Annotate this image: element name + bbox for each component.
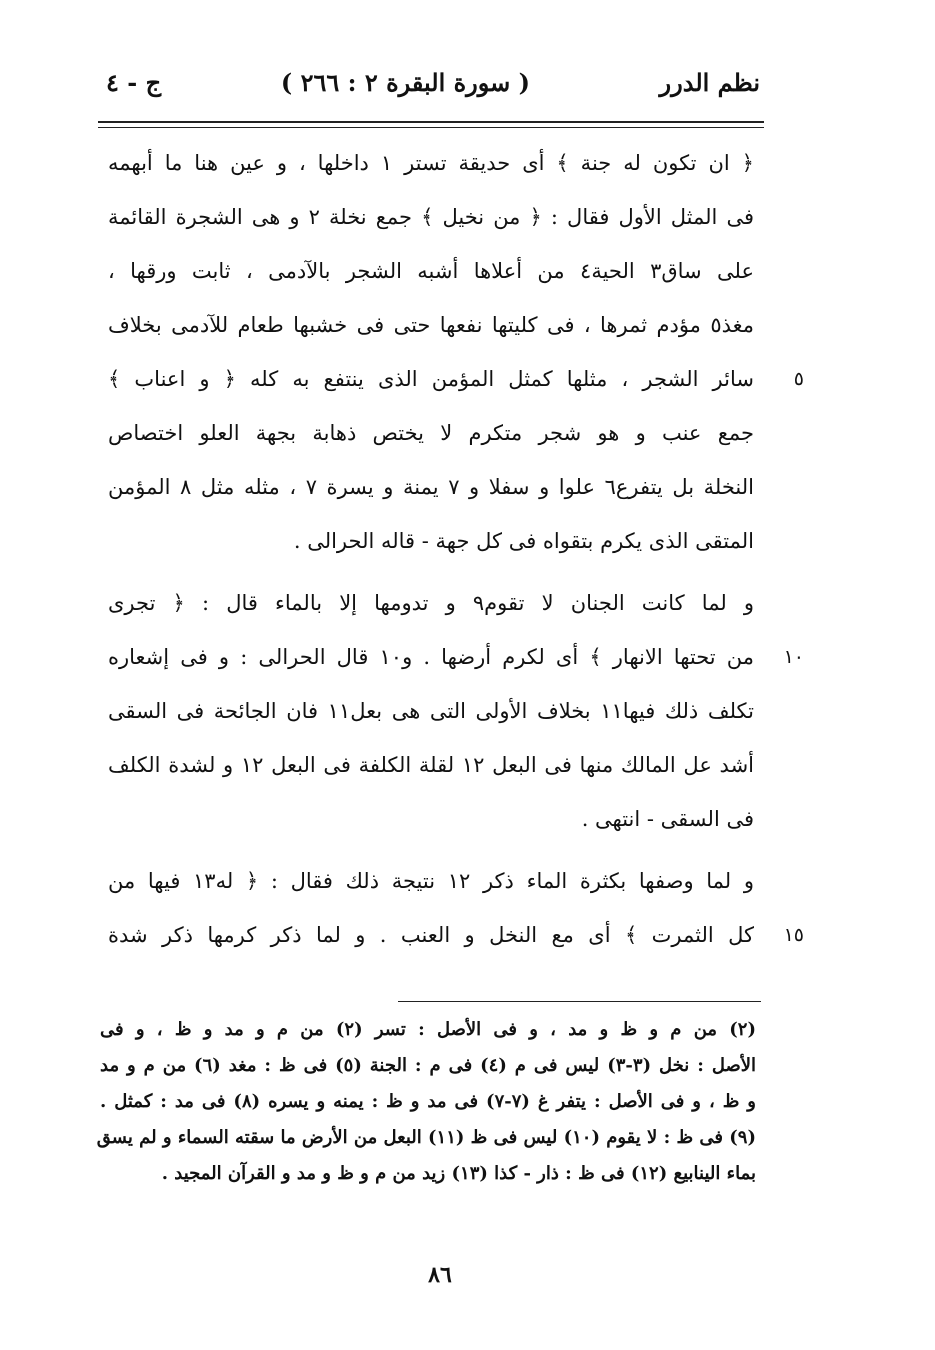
- text-line: [108, 136, 754, 190]
- text-line: [108, 630, 804, 684]
- line-number: ١٠: [783, 646, 804, 668]
- line-text: تكلف ذلك فيها١١ بخلاف الأولى التى هى بعل١١ فان الجائحة فى السقى: [108, 699, 754, 723]
- line-text: أشد عل المالك منها فى البعل ١٢ لقلة الكلفة فى البعل ١٢ و لشدة الكلف: [108, 753, 754, 777]
- text-line: [108, 406, 754, 460]
- text-line: [108, 190, 754, 244]
- line-text: و لما وصفها بكثرة الماء ذكر ١٢ نتيجة ذلك فقال : ﴿ له١٣ فيها من: [108, 869, 754, 893]
- footnote-line: (٩) فى ظ : لا يقوم (١٠) ليس فى ظ (١١) البعل من الأرض ما سقته السماء و لم يسق: [96, 1127, 756, 1148]
- text-line: [108, 792, 754, 846]
- book-title: نظم الدرر: [659, 68, 760, 97]
- line-text: من تحتها الانهار ﴾ أى لكرم أرضها . و١٠ قال الحرالى : و فى إشعاره: [108, 645, 754, 669]
- line-text: فى السقى - انتهى .: [581, 807, 754, 831]
- text-line: [108, 738, 754, 792]
- text-line: [108, 514, 754, 568]
- footnote-line: (٢) من م و ظ و مد ، و فى الأصل : تسر (٢) من م و مد و ظ ، و فى: [100, 1019, 756, 1040]
- line-text: كل الثمرت ﴾ أى مع النخل و العنب . و لما ذكر كرمها ذكر شدة: [108, 923, 754, 947]
- text-line: [108, 854, 754, 908]
- text-line: [108, 576, 754, 630]
- header-rule-top: [98, 121, 764, 123]
- footnote-separator: [398, 1001, 761, 1002]
- surah-reference: ( سورة البقرة ٢ : ٢٦٦ ): [280, 68, 530, 97]
- line-text: سائر الشجر ، مثلها كمثل المؤمن الذى ينتفع به كله ﴿ و اعناب ﴾: [108, 367, 754, 391]
- running-header: [100, 62, 760, 106]
- footnotes: [96, 1012, 757, 1192]
- text-line: [108, 244, 754, 298]
- header-rule-bottom: [98, 127, 764, 128]
- line-text: ﴿ ان تكون له جنة ﴾ أى حديقة تستر ١ داخلها ، و عين هنا ما أبهمه: [108, 151, 754, 175]
- line-number: ٥: [793, 368, 804, 390]
- text-line: [108, 352, 804, 406]
- text-line: [108, 460, 754, 514]
- line-text: مغذ٥ مؤدم ثمرها ، فى كليتها نفعها حتى فى خشبها طعام للآدمى بخلاف: [108, 313, 754, 337]
- line-text: على ساق٣ الحية٤ من أعلاها أشبه الشجر بالآدمى ، ثابت ورقها ،: [108, 259, 754, 283]
- line-text: المتقى الذى يكرم بتقواه فى كل جهة - قاله الحرالى .: [293, 529, 754, 553]
- line-text: جمع عنب و هو شجر متكرم لا يختص ذهابة بجهة العلو اختصاص: [108, 421, 754, 445]
- line-text: و لما كانت الجنان لا تقوم٩ و تدومها إلا بالماء قال : ﴿ تجرى: [108, 591, 755, 615]
- footnote-line: و ظ ، و فى الأصل : يتفر غ (٧-٧) فى مد و ظ : يمنه و يسره (٨) فى مد : كمثل .: [100, 1091, 757, 1112]
- line-text: فى المثل الأول فقال : ﴿ من نخيل ﴾ جمع نخلة ٢ و هى الشجرة القائمة: [108, 205, 754, 229]
- main-text: [108, 136, 804, 962]
- part-number: ج - ٤: [106, 68, 162, 97]
- text-line: [108, 908, 804, 962]
- text-line: [108, 298, 754, 352]
- line-text: النخلة بل يتفرع٦ علوا و سفلا و ٧ يمنة و يسرة ٧ ، مثله مثل ٨ المؤمن: [108, 475, 755, 499]
- page-number: ٨٦: [428, 1262, 452, 1288]
- footnote-line: الأصل : نخل (٣-٣) ليس فى م (٤) فى م : الجنة (٥) فى ظ : مغد (٦) من م و مد: [100, 1055, 757, 1076]
- footnote-line: بماء الينابيع (١٢) فى ظ : ذار - كذا (١٣) زيد من م و ظ و مد و القرآن المجيد .: [161, 1163, 756, 1184]
- line-number: ١٥: [783, 924, 804, 946]
- text-line: [108, 684, 754, 738]
